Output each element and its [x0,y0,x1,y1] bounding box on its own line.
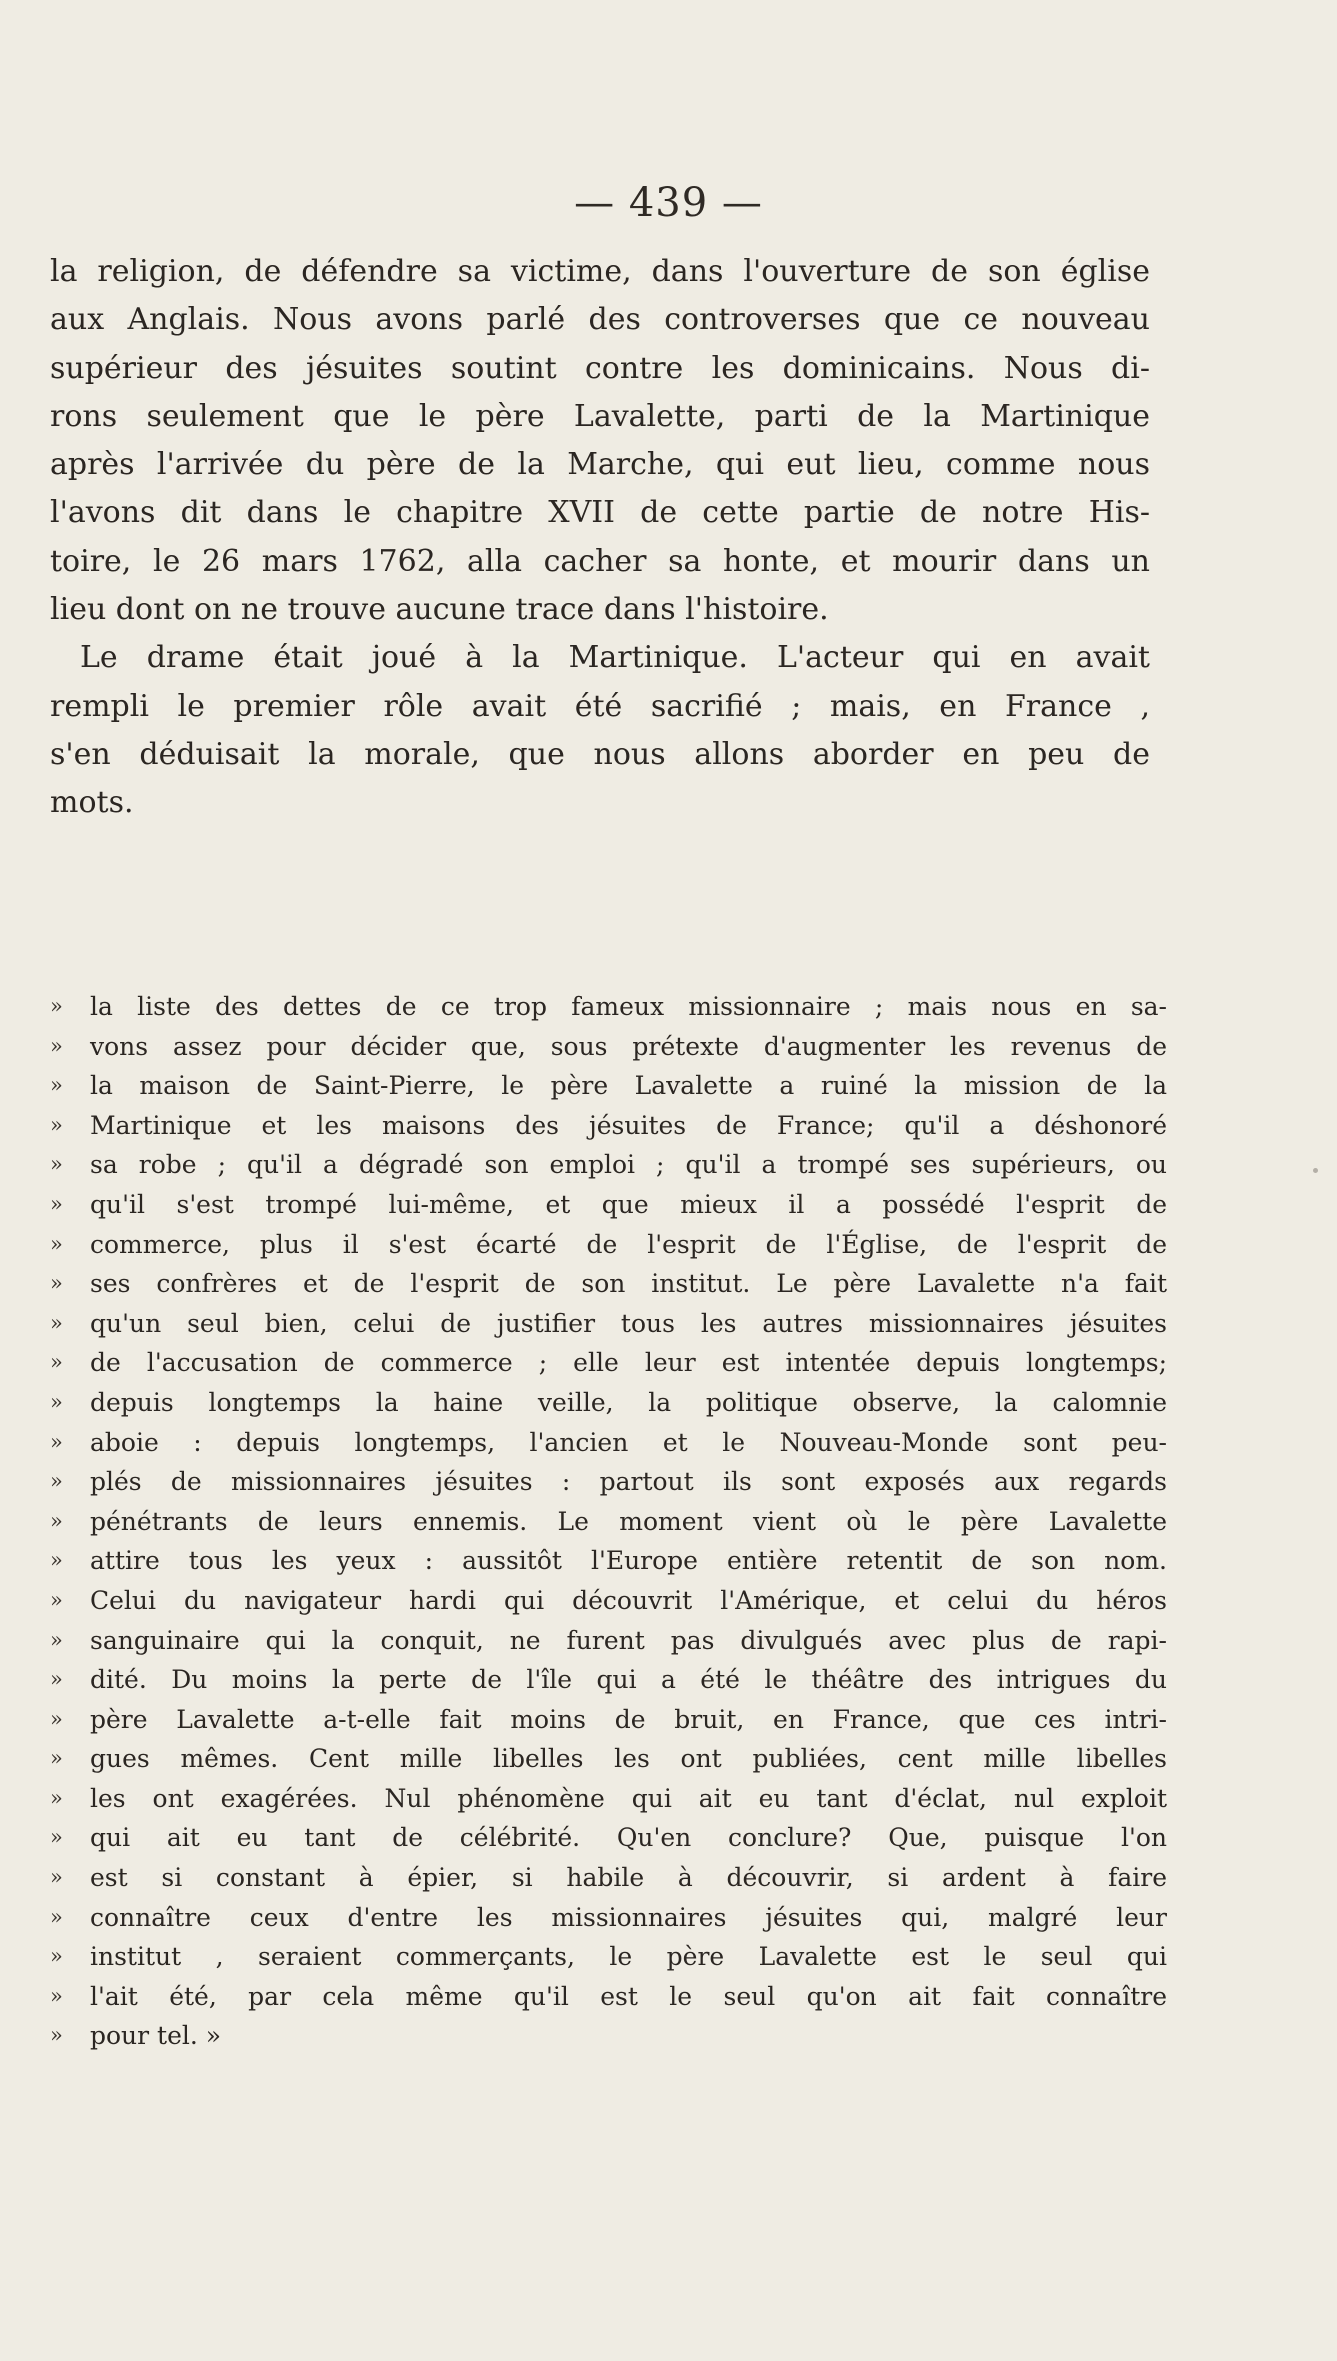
quote-line [50,1739,1167,1779]
quote-marker: » [50,1231,63,1256]
quote-marker: » [50,1706,63,1731]
text-line: toire, le 26 mars 1762, alla cacher sa honte, et mourir dans un [50,543,1150,579]
quote-line [50,1343,1167,1383]
quote-text: Celui du navigateur hardi qui découvrit l'Amérique, et celui du héros [90,1585,1167,1615]
quote-line [50,1818,1167,1858]
quote-text: sa robe ; qu'il a dégradé son emploi ; qu'il a trompé ses supérieurs, ou [90,1150,1167,1180]
quote-line [50,1937,1167,1977]
text-line: l'avons dit dans le chapitre XVII de cette partie de notre His- [50,495,1150,531]
quote-marker: » [50,1865,63,1890]
quote-marker: » [50,1627,63,1652]
quote-marker: » [50,1548,63,1573]
quote-marker: » [50,1983,63,2008]
quote-text: Martinique et les maisons des jésuites de France; qu'il a déshonoré [90,1110,1167,1140]
text-line: s'en déduisait la morale, que nous allons aborder en peu de [50,736,1150,772]
quote-text: attire tous les yeux : aussitôt l'Europe entière retentit de son nom. [90,1546,1167,1576]
quote-line [50,1264,1167,1304]
quote-marker: » [50,1033,63,1058]
quote-text: de l'accusation de commerce ; elle leur est intentée depuis longtemps; [90,1348,1167,1378]
quote-marker: » [50,1191,63,1216]
quote-text: père Lavalette a-t-elle fait moins de bruit, en France, que ces intri- [90,1704,1167,1734]
quote-line [50,1145,1167,1185]
main-paragraphs [50,248,1150,828]
quote-text: aboie : depuis longtemps, l'ancien et le Nouveau-Monde sont peu- [90,1427,1167,1457]
quote-text: qui ait eu tant de célébrité. Qu'en conclure? Que, puisque l'on [90,1823,1167,1853]
quote-marker: » [50,1746,63,1771]
quote-text: gues mêmes. Cent mille libelles les ont publiées, cent mille libelles [90,1744,1167,1774]
text-line: Le drame était joué à la Martinique. L'acteur qui en avait [80,640,1150,676]
quote-marker: » [50,1469,63,1494]
quote-line [50,2016,1167,2056]
quote-text: connaître ceux d'entre les missionnaires jésuites qui, malgré leur [90,1902,1167,1932]
quote-text: la liste des dettes de ce trop fameux missionnaire ; mais nous en sa- [90,992,1167,1021]
quote-text: qu'un seul bien, celui de justifier tous les autres missionnaires jésuites [90,1308,1167,1338]
quote-line [50,1383,1167,1423]
quote-line [50,1700,1167,1740]
quote-marker: » [50,994,63,1018]
quote-marker: » [50,2023,63,2048]
quote-marker: » [50,1904,63,1929]
quote-line [50,1660,1167,1700]
quote-marker: » [50,1271,63,1296]
text-line: la religion, de défendre sa victime, dans l'ouverture de son église [50,254,1150,289]
quote-line [50,987,1167,1027]
quote-marker: » [50,1310,63,1335]
quote-line [50,1621,1167,1661]
paper-speck [1313,1168,1318,1173]
quoted-passage [50,987,1167,2056]
quote-text: commerce, plus il s'est écarté de l'esprit de l'Église, de l'esprit de [90,1229,1167,1259]
text-line: mots. [50,785,134,821]
quote-line [50,1858,1167,1898]
quote-text: plés de missionnaires jésuites : partout ils sont exposés aux regards [90,1467,1167,1497]
quote-line [50,1977,1167,2017]
quote-text: l'ait été, par cela même qu'il est le seul qu'on ait fait connaître [90,1981,1167,2011]
quote-line [50,1066,1167,1106]
text-line: rons seulement que le père Lavalette, parti de la Martinique [50,398,1150,434]
quote-text: dité. Du moins la perte de l'île qui a été le théâtre des intrigues du [90,1665,1167,1695]
quote-marker: » [50,1112,63,1137]
text-line: rempli le premier rôle avait été sacrifié ; mais, en France , [50,688,1150,724]
quote-marker: » [50,1152,63,1177]
text-line: après l'arrivée du père de la Marche, qui eut lieu, comme nous [50,447,1150,483]
quote-marker: » [50,1587,63,1612]
quote-line [50,1304,1167,1344]
quote-line [50,1898,1167,1938]
quote-marker: » [50,1825,63,1850]
quote-marker: » [50,1073,63,1098]
page-number: — 439 — [574,180,763,226]
quote-line [50,1779,1167,1819]
quote-marker: » [50,1350,63,1375]
quote-text: ses confrères et de l'esprit de son institut. Le père Lavalette n'a fait [90,1269,1167,1299]
quote-line [50,1502,1167,1542]
quote-text: sanguinaire qui la conquit, ne furent pas divulgués avec plus de rapi- [90,1625,1167,1655]
quote-text: depuis longtemps la haine veille, la politique observe, la calomnie [90,1387,1167,1417]
quote-text: est si constant à épier, si habile à découvrir, si ardent à faire [90,1863,1167,1893]
quote-line [50,1185,1167,1225]
quote-line [50,1462,1167,1502]
text-line: lieu dont on ne trouve aucune trace dans l'histoire. [50,592,829,628]
quote-marker: » [50,1508,63,1533]
quote-text: vons assez pour décider que, sous prétexte d'augmenter les revenus de [90,1031,1167,1061]
quote-marker: » [50,1389,63,1414]
quote-line [50,1225,1167,1265]
quote-marker: » [50,1429,63,1454]
quote-marker: » [50,1667,63,1692]
quote-marker: » [50,1785,63,1810]
quote-text: la maison de Saint-Pierre, le père Lavalette a ruiné la mission de la [90,1071,1167,1101]
quote-line [50,1541,1167,1581]
quote-text: institut , seraient commerçants, le père Lavalette est le seul qui [90,1942,1167,1972]
text-line: supérieur des jésuites soutint contre les dominicains. Nous di- [50,350,1150,386]
text-line: aux Anglais. Nous avons parlé des controverses que ce nouveau [50,302,1150,338]
quote-line [50,1581,1167,1621]
quote-line [50,1423,1167,1463]
quote-marker: » [50,1944,63,1969]
quote-text: pour tel. » [90,2021,222,2051]
quote-line [50,1106,1167,1146]
quote-line [50,1027,1167,1067]
quote-text: pénétrants de leurs ennemis. Le moment vient où le père Lavalette [90,1506,1167,1536]
quote-text: les ont exagérées. Nul phénomène qui ait eu tant d'éclat, nul exploit [90,1783,1167,1813]
quote-text: qu'il s'est trompé lui-même, et que mieux il a possédé l'esprit de [90,1189,1167,1219]
